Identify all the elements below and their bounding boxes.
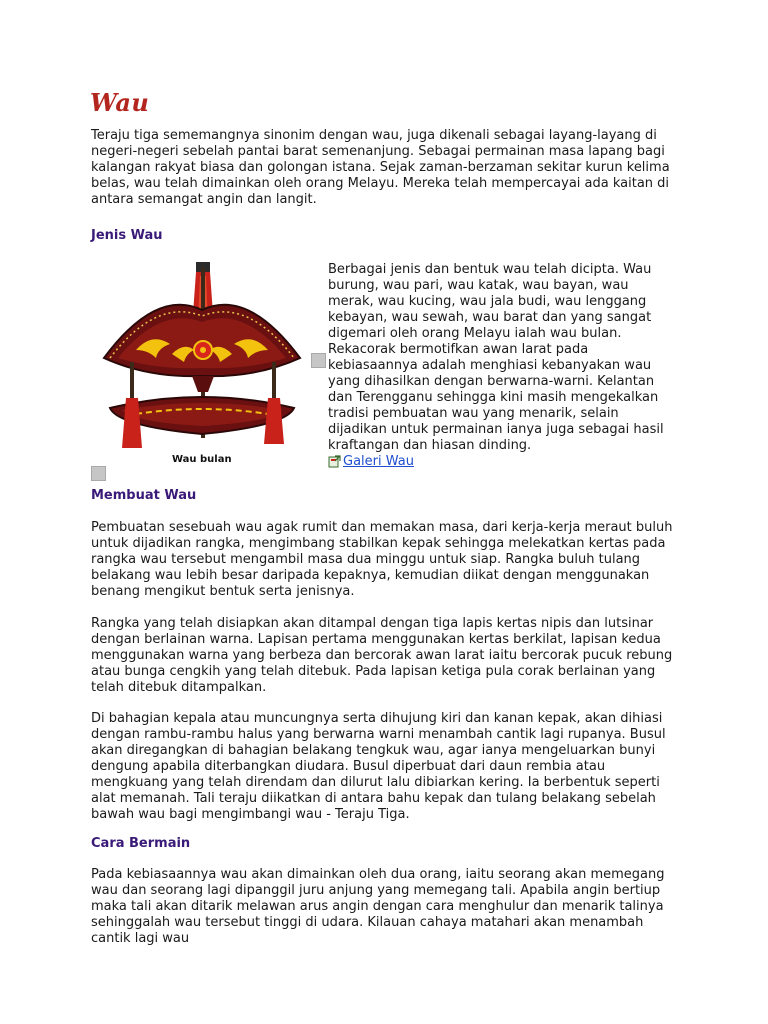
section-heading-cara-bermain: Cara Bermain xyxy=(91,836,191,851)
wau-bulan-image xyxy=(96,258,308,470)
membuat-paragraph-3: Di bahagian kepala atau muncungnya serta dihujung kiri dan kanan kepak, akan dihiasi dengan rambu-rambu halus yang berwarna warni menambah cantik lagi rupanya. Busul akan diregangkan di bahagian belakang tengkuk wau, agar ianya mengeluarkan bunyi dengung apabila diterbangkan diudara. Busul diperbuat dari daun rembia atau mengkuang yang telah direndam dan dilurut lalu dibiarkan kering. Ia berbentuk seperti alat memanah. Tali teraju diikatkan di antara bahu kepak dan tulang belakang sebelah bawah wau bagi mengimbangi wau - Teraju Tiga. xyxy=(91,711,666,822)
external-link-icon xyxy=(328,455,341,468)
kite-illustration xyxy=(96,258,308,470)
membuat-paragraph-1: Pembuatan sesebuah wau agak rumit dan memakan masa, dari kerja-kerja meraut buluh untuk dijadikan rangka, mengimbang stabilkan kepak sehingga melekatkan kertas pada rangka wau tersebut mengambil masa dua minggu untuk siap. Rangka buluh tulang belakang wau lebih besar daripada kepaknya, kemudian diikat dengan menggunakan benang mengikut bentuk serta jenisnya. xyxy=(91,520,673,599)
broken-image-icon xyxy=(311,353,326,368)
broken-image-icon xyxy=(91,466,106,481)
jenis-wau-paragraph: Berbagai jenis dan bentuk wau telah dicipta. Wau burung, wau pari, wau katak, wau bayan, wau merak, wau kucing, wau jala budi, wau lenggang kebayan, wau sewah, wau barat dan yang sangat digemari oleh orang Melayu ialah wau bulan. Rekacorak bermotifkan awan larat pada kebiasaannya adalah menghiasi kebanyakan wau yang dihasilkan dengan berwarna-warni. Kelantan dan Terengganu sehingga kini masih mengekalkan tradisi pembuatan wau yang menarik, selain dijadikan untuk permainan ianya juga sebagai hasil kraftangan dan hiasan dinding. xyxy=(328,262,664,453)
section-heading-membuat-wau: Membuat Wau xyxy=(91,488,197,503)
section-heading-jenis-wau: Jenis Wau xyxy=(91,228,163,243)
membuat-paragraph-2: Rangka yang telah disiapkan akan ditampal dengan tiga lapis kertas nipis dan lutsinar dengan berlainan warna. Lapisan pertama menggunakan kertas berkilat, lapisan kedua menggunakan warna yang berbeza dan bercorak awan larat iaitu bercorak pucuk rebung atau bunga cengkih yang telah ditebuk. Pada lapisan ketiga pula corak berlainan yang telah ditebuk ditampalkan. xyxy=(91,616,673,695)
image-caption: Wau bulan xyxy=(172,454,232,465)
cara-bermain-paragraph: Pada kebiasaannya wau akan dimainkan oleh dua orang, iaitu seorang akan memegang wau dan seorang lagi dipanggil juru anjung yang memegang tali. Apabila angin bertiup maka tali akan ditarik melawan arus angin dengan cara menghulur dan menarik talinya sehinggalah wau tersebut tinggi di udara. Kilauan cahaya matahari akan menambah cantik lagi wau xyxy=(91,867,665,946)
galeri-wau-link[interactable]: Galeri Wau xyxy=(343,454,414,469)
page-title: Wau xyxy=(90,88,150,117)
gallery-link-row[interactable] xyxy=(328,454,414,469)
intro-paragraph: Teraju tiga sememangnya sinonim dengan wau, juga dikenali sebagai layang-layang di negeri-negeri sebelah pantai barat semenanjung. Sebagai permainan masa lapang bagi kalangan rakyat biasa dan golongan istana. Sejak zaman-berzaman sekitar kurun kelima belas, wau telah dimainkan oleh orang Melayu. Mereka telah mempercayai ada kaitan di antara semangat angin dan langit. xyxy=(91,128,670,207)
